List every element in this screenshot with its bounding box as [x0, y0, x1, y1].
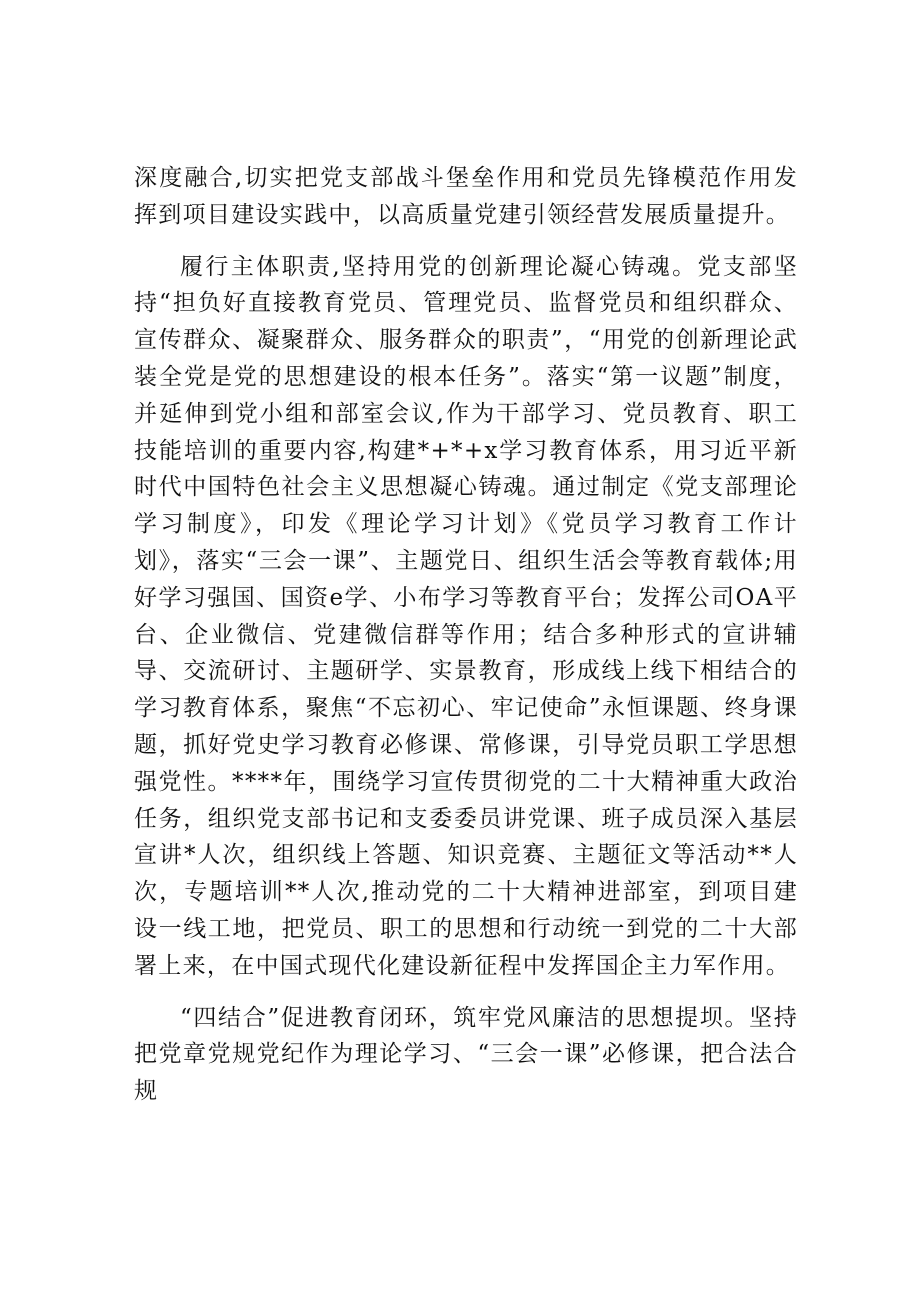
document-body — [134, 160, 798, 1110]
paragraph-2: 履行主体职责,坚持用党的创新理论凝心铸魂。党支部坚持“担负好直接教育党员、管理党员、监督党员和组织群众、宣传群众、凝聚群众、服务群众的职责”，“用党的创新理论武装全党是党的思想建设的根本任务”。落实“第一议题”制度，并延伸到党小组和部室会议,作为干部学习、党员教育、职工技能培训的重要内容,构建*+*+x学习教育体系，用习近平新时代中国特色社会主义思想凝心铸魂。通过制定《党支部理论学习制度》，印发《理论学习计划》《党员学习教育工作计划》，落实“三会一课”、主题党日、组织生活会等教育载体;用好学习强国、国资e学、小布学习等教育平台；发挥公司OA平台、企业微信、党建微信群等作用；结合多种形式的宣讲辅导、交流研讨、主题研学、实景教育，形成线上线下相结合的学习教育体系，聚焦“不忘初心、牢记使命”永恒课题、终身课题，抓好党史学习教育必修课、常修课，引导党员职工学思想强党性。****年，围绕学习宣传贯彻党的二十大精神重大政治任务，组织党支部书记和支委委员讲党课、班子成员深入基层宣讲*人次，组织线上答题、知识竞赛、主题征文等活动**人次，专题培训**人次,推动党的二十大精神进部室，到项目建设一线工地，把党员、职工的思想和行动统一到党的二十大部署上来，在中国式现代化建设新征程中发挥国企主力军作用。 — [134, 253, 798, 979]
paragraph-3: “四结合”促进教育闭环，筑牢党风廉洁的思想提坝。坚持把党章党规党纪作为理论学习、“三会一课”必修课，把合法合规 — [134, 1004, 798, 1105]
paragraph-1: 深度融合,切实把党支部战斗堡垒作用和党员先锋模范作用发挥到项目建设实践中，以高质量党建引领经营发展质量提升。 — [134, 165, 798, 228]
